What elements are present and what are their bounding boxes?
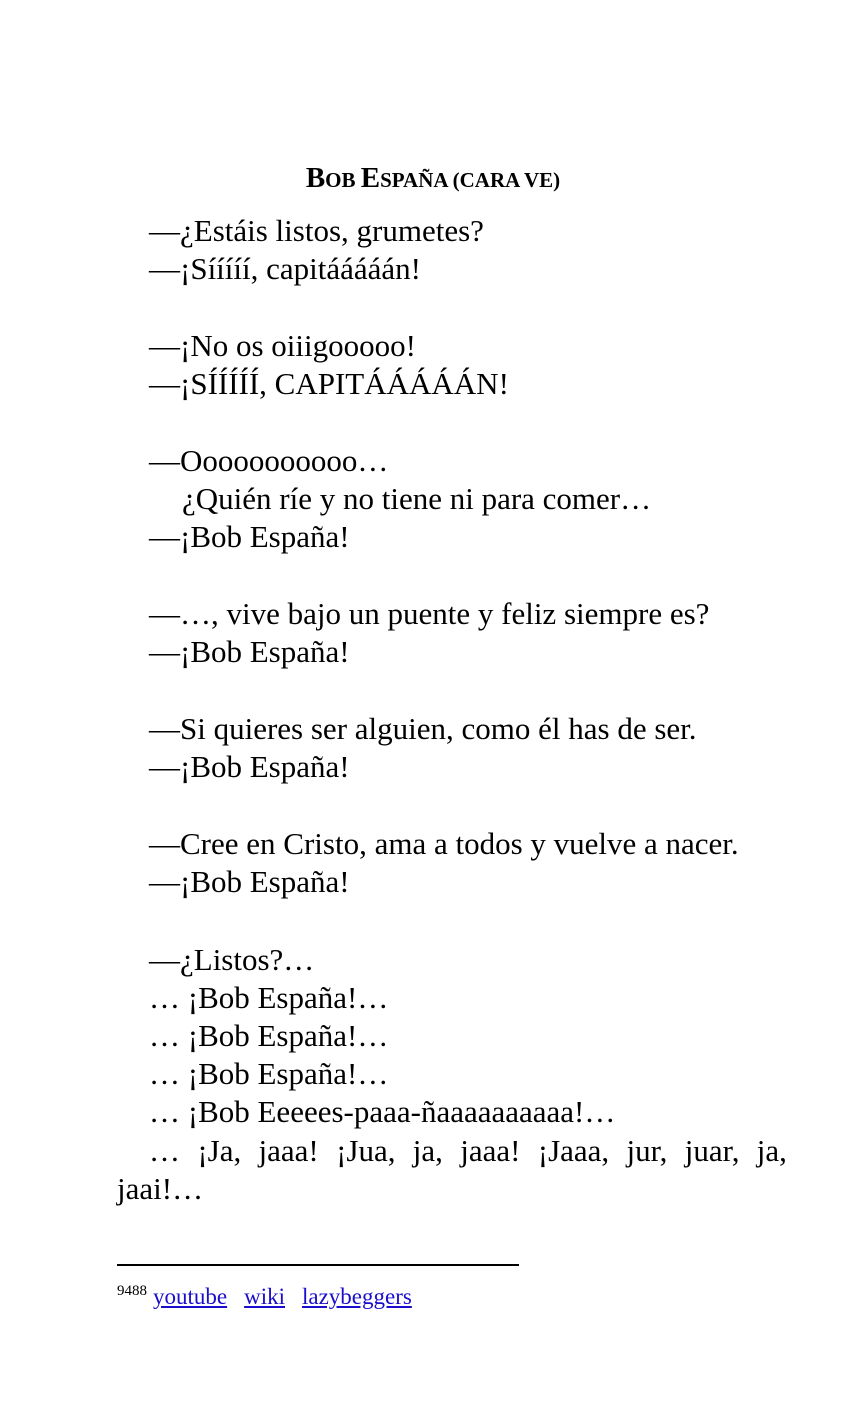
- poem-line: —¡Bob España!: [149, 749, 350, 784]
- poem-line: —¿Estáis listos, grumetes?: [149, 213, 484, 248]
- poem-line: —¡Sííííí, capitááááán!: [149, 251, 421, 286]
- lazybeggers-link[interactable]: lazybeggers: [302, 1284, 412, 1309]
- word: ja,: [412, 1133, 443, 1168]
- poem-line: —Si quieres ser alguien, como él has de ser.: [149, 711, 697, 746]
- poem-line: … ¡Bob España!…: [149, 980, 389, 1015]
- poem-line: ¿Quién ríe y no tiene ni para comer…: [182, 481, 652, 516]
- word: jaaa!: [460, 1133, 521, 1168]
- poem-line: —¡Bob España!: [149, 519, 350, 554]
- poem-line-justified: [149, 1132, 787, 1170]
- word: jur,: [626, 1133, 668, 1168]
- poem-line: … ¡Bob Eeeees-paaa-ñaaaaaaaaaa!…: [149, 1094, 616, 1129]
- poem-line: —¡Bob España!: [149, 864, 350, 899]
- poem-line: —¡SÍÍÍÍÍ, CAPITÁÁÁÁÁN!: [149, 366, 509, 401]
- poem-line: jaai!…: [117, 1171, 204, 1206]
- poem-line: —Ooooooooooo…: [149, 443, 389, 478]
- word: ¡Jua,: [336, 1133, 396, 1168]
- poem-line: —¿Listos?…: [149, 942, 315, 977]
- word: …: [149, 1133, 180, 1168]
- wiki-link[interactable]: wiki: [244, 1284, 285, 1309]
- section-title: BOB ESPAÑA (CARA VE): [305, 162, 561, 194]
- footnote-number: 9488: [117, 1283, 147, 1299]
- poem-line: … ¡Bob España!…: [149, 1056, 389, 1091]
- word: ¡Jaaa,: [537, 1133, 610, 1168]
- word: ¡Ja,: [197, 1133, 242, 1168]
- poem-line: —…, vive bajo un puente y feliz siempre es?: [149, 596, 710, 631]
- footnote: [117, 1276, 429, 1312]
- poem-line: —Cree en Cristo, ama a todos y vuelve a nacer.: [149, 826, 739, 861]
- word: juar,: [684, 1133, 740, 1168]
- poem-line: —¡Bob España!: [149, 634, 350, 669]
- youtube-link[interactable]: youtube: [153, 1284, 228, 1309]
- word: ja,: [756, 1133, 787, 1168]
- poem-line: … ¡Bob España!…: [149, 1018, 389, 1053]
- poem-line: —¡No os oiiigooooo!: [149, 328, 416, 363]
- footnote-divider: [117, 1264, 519, 1266]
- word: jaaa!: [258, 1133, 319, 1168]
